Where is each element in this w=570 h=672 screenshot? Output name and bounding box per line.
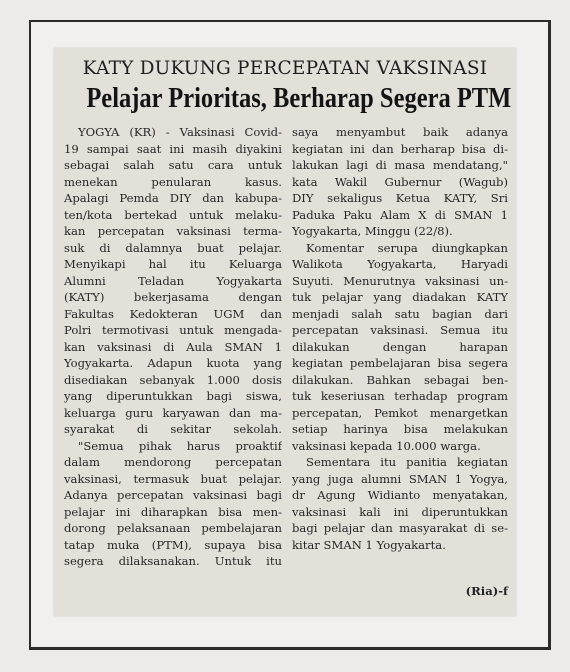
text-line: lakukan lagi di masa mendatang," xyxy=(292,158,508,172)
text-line: 19 sampai saat ini masih diyakini xyxy=(64,141,282,156)
article-column-left xyxy=(64,124,282,570)
newspaper-clipping xyxy=(54,48,516,616)
text-line: Polri termotivasi untuk mengada- xyxy=(64,323,282,337)
text-line: dr Agung Widianto menyatakan, xyxy=(292,488,508,502)
text-line: Suyuti. Menurutnya vaksinasi un- xyxy=(292,273,508,288)
text-line: yang diperuntukkan bagi siswa, xyxy=(64,389,282,403)
text-line: Walikota Yogyakarta, Haryadi xyxy=(292,257,508,271)
text-line: YOGYA (KR) - Vaksinasi Covid- xyxy=(78,125,282,139)
text-line: dalam mendorong percepatan xyxy=(64,455,282,469)
text-line: percepatan, Pemkot menargetkan xyxy=(292,405,508,420)
text-line: dilakukan dengan harapan xyxy=(292,339,508,354)
text-line: yang juga alumni SMAN 1 Yogya, xyxy=(292,471,508,486)
text-line: Yogyakarta, Minggu (22/8). xyxy=(292,224,453,238)
text-line: Paduka Paku Alam X di SMAN 1 xyxy=(292,207,508,222)
text-line: tatap muka (PTM), supaya bisa xyxy=(64,537,282,552)
text-line: menjadi salah satu bagian dari xyxy=(292,306,508,321)
text-line: menekan penularan kasus. xyxy=(64,174,282,189)
text-line: suk di dalamnya buat pelajar. xyxy=(64,240,282,255)
text-line: pelajar ini diharapkan bisa men- xyxy=(64,504,282,519)
text-line: vaksinasi, termasuk buat pelajar. xyxy=(64,471,282,486)
text-line: ten/kota bertekad untuk melaku- xyxy=(64,207,282,222)
text-line: "Semua pihak harus proaktif xyxy=(78,438,282,453)
text-line: percepatan vaksinasi. Semua itu xyxy=(292,323,508,337)
text-line: kan vaksinasi di Aula SMAN 1 xyxy=(64,339,282,354)
text-line: Yogyakarta. Adapun kuota yang xyxy=(64,356,282,370)
text-line: saya menyambut baik adanya xyxy=(292,125,508,139)
text-line: Alumni Teladan Yogyakarta xyxy=(64,273,282,288)
text-line: segera dilaksanakan. Untuk itu xyxy=(64,554,282,568)
text-line: Apalagi Pemda DIY dan kabupa- xyxy=(64,191,282,205)
text-line: kata Wakil Gubernur (Wagub) xyxy=(292,174,508,189)
text-line: Sementara itu panitia kegiatan xyxy=(306,455,508,469)
text-line: DIY sekaligus Ketua KATY, Sri xyxy=(292,191,508,205)
text-line: Menyikapi hal itu Keluarga xyxy=(64,257,282,271)
article-column-right xyxy=(292,124,508,553)
text-line: vaksinasi kepada 10.000 warga. xyxy=(292,438,481,453)
text-line: vaksinasi kali ini diperuntukkan xyxy=(292,504,508,519)
text-line: sebagai salah satu cara untuk xyxy=(64,158,282,172)
text-line: tuk keseriusan terhadap program xyxy=(292,389,508,403)
article-kicker: KATY DUKUNG PERCEPATAN VAKSINASI xyxy=(82,58,488,79)
text-line: dorong pelaksanaan pembelajaran xyxy=(64,521,282,535)
text-line: bagi pelajar dan masyarakat di se- xyxy=(292,521,508,535)
text-line: kegiatan pembelajaran bisa segera xyxy=(292,356,508,370)
article-headline: Pelajar Prioritas, Berharap Segera PTM xyxy=(86,83,512,114)
text-line: Adanya percepatan vaksinasi bagi xyxy=(64,488,282,502)
text-line: setiap harinya bisa melakukan xyxy=(292,422,508,436)
text-line: dilakukan. Bahkan sebagai ben- xyxy=(292,372,508,387)
text-line: kegiatan ini dan berharap bisa di- xyxy=(292,141,508,156)
text-line: (KATY) bekerjasama dengan xyxy=(64,290,282,304)
article-byline: (Ria)-f xyxy=(465,584,508,598)
text-line: Komentar serupa diungkapkan xyxy=(306,240,508,255)
text-line: Fakultas Kedokteran UGM dan xyxy=(64,306,282,321)
text-line: keluarga guru karyawan dan ma- xyxy=(64,405,282,420)
text-line: kan percepatan vaksinasi terma- xyxy=(64,224,282,238)
text-line: syarakat di sekitar sekolah. xyxy=(64,422,282,436)
text-line: tuk pelajar yang diadakan KATY xyxy=(292,290,508,304)
text-line: kitar SMAN 1 Yogyakarta. xyxy=(292,537,446,552)
text-line: disediakan sebanyak 1.000 dosis xyxy=(64,372,282,387)
